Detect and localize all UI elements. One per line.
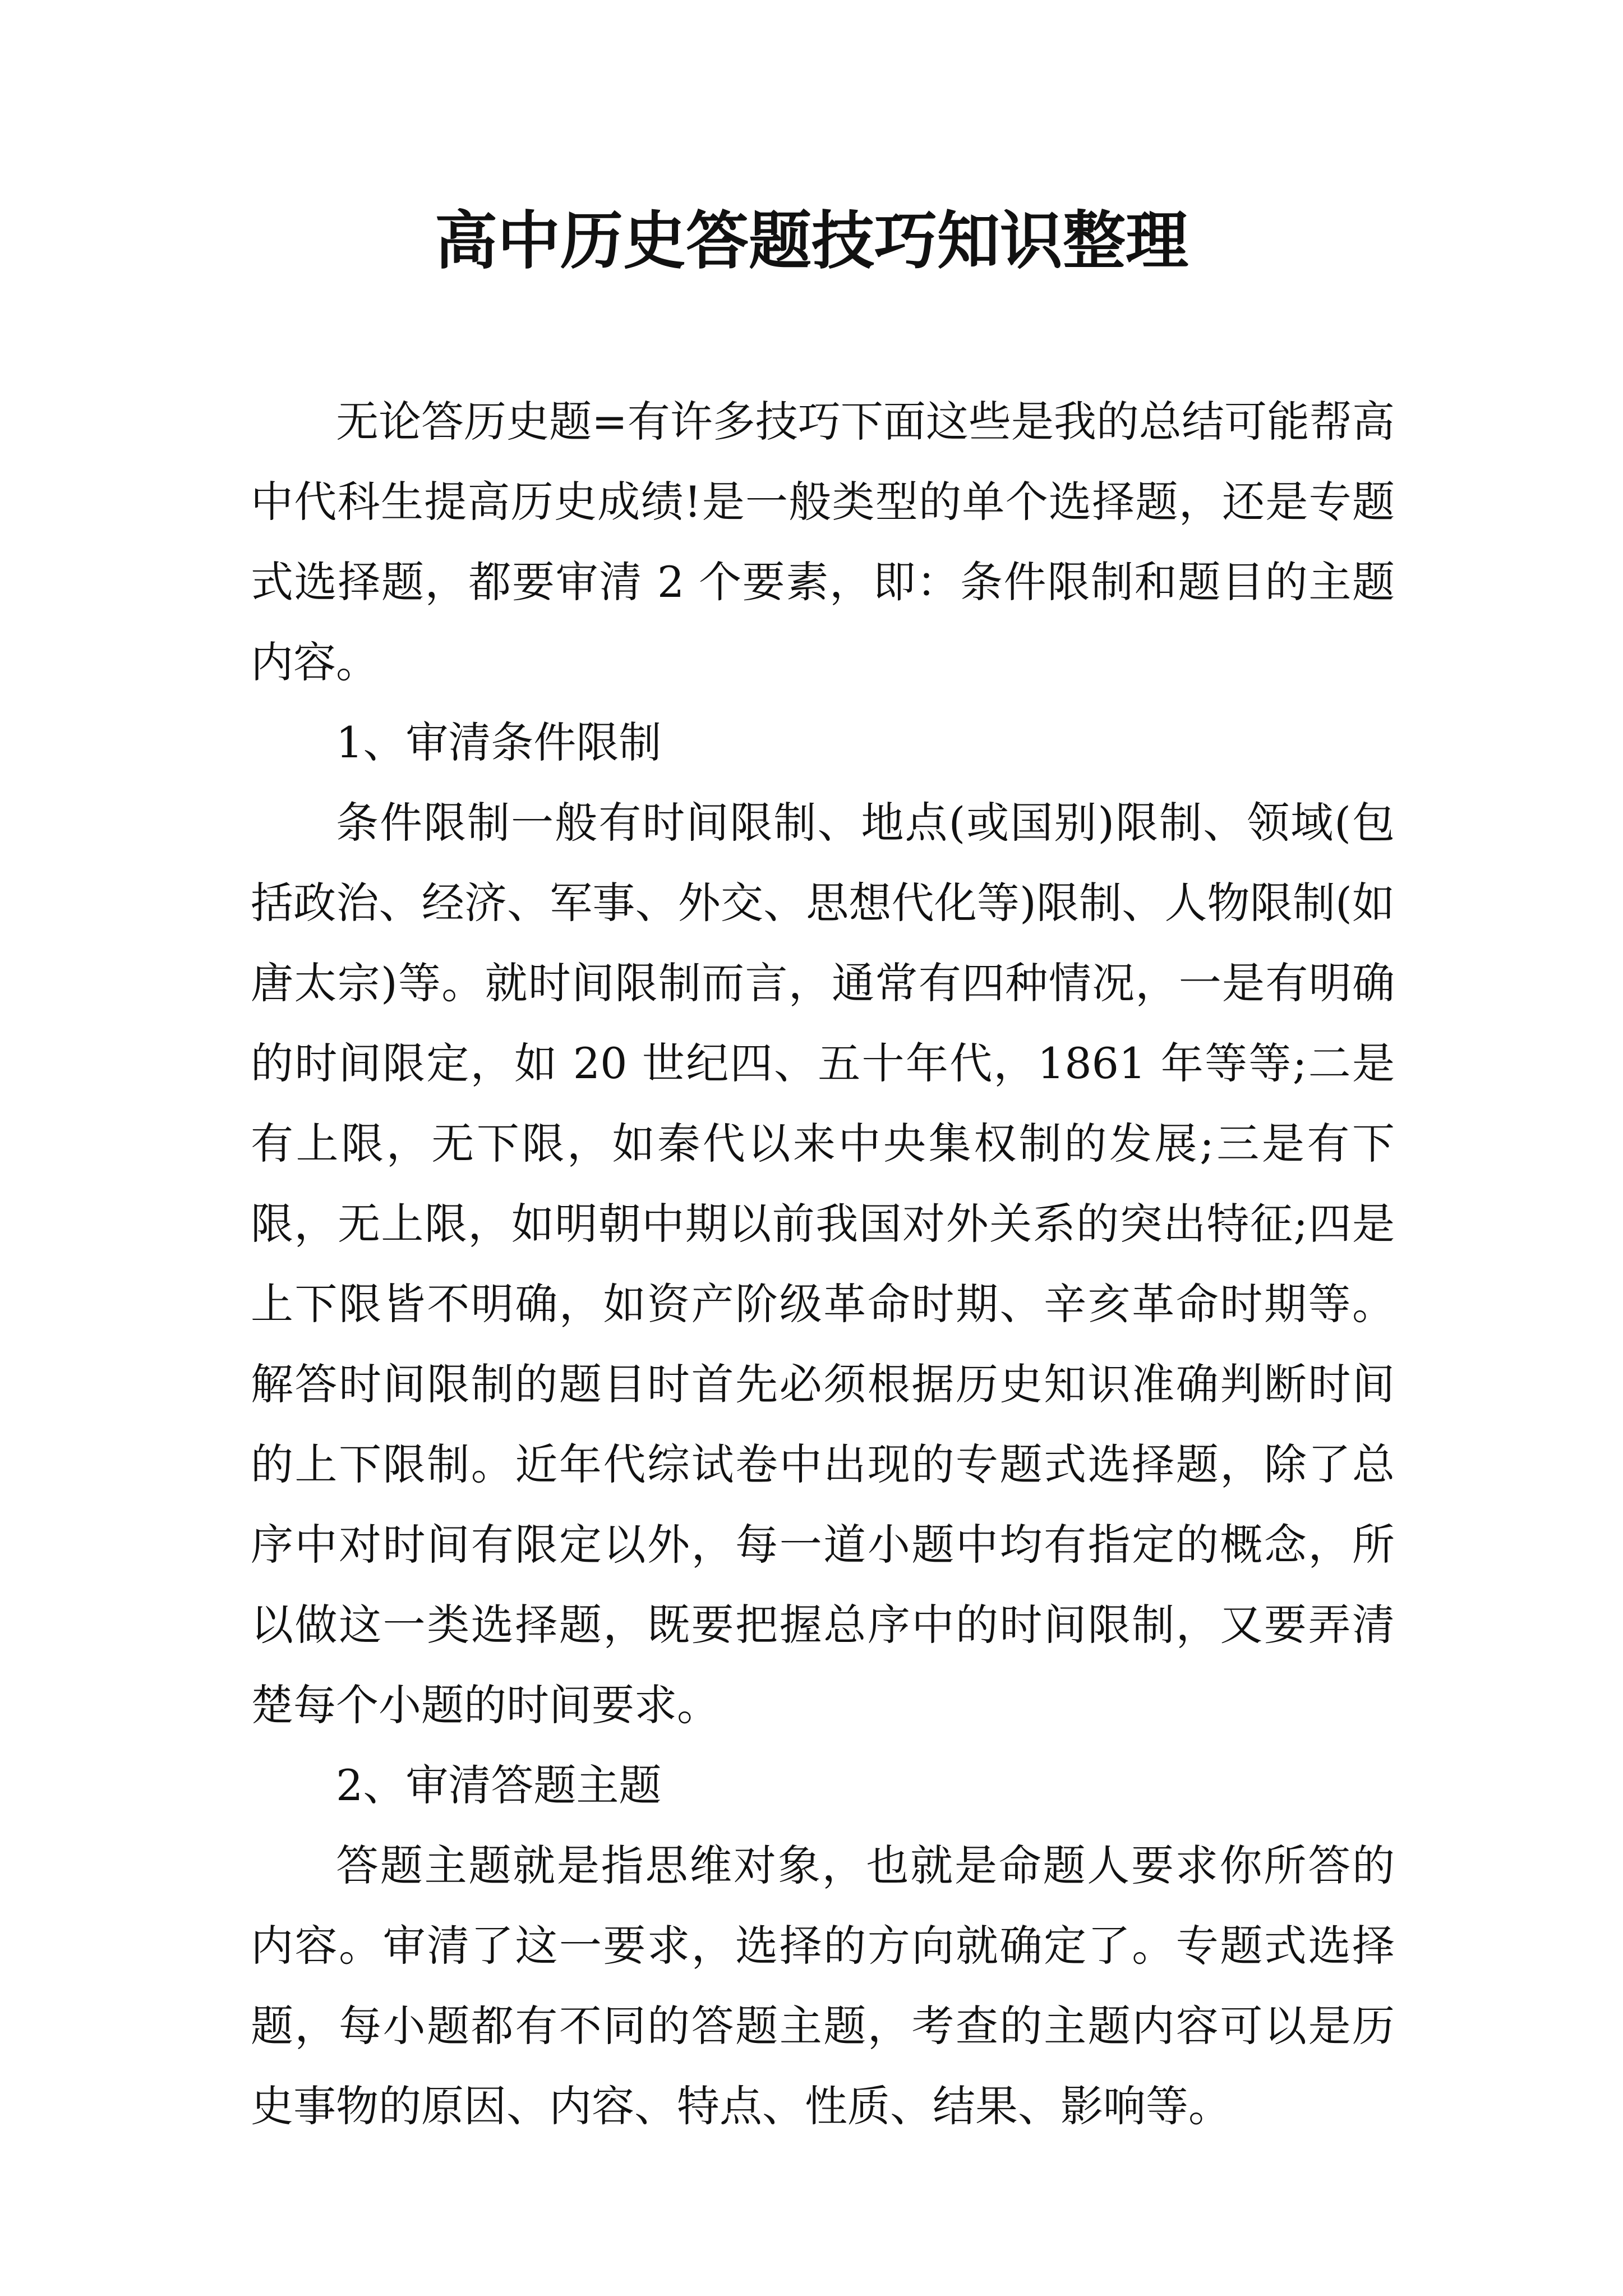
intro-paragraph: 无论答历史题=有许多技巧下面这些是我的总结可能帮高中代科生提高历史成绩!是一般类型的单个选择题，还是专题式选择题，都要审清 2 个要素，即：条件限制和题目的主题内容。 <box>251 397 1395 687</box>
section-heading-1: 1、审清条件限制 <box>336 717 662 767</box>
document-body <box>251 381 1395 2146</box>
section-heading-2: 2、审清答题主题 <box>336 1760 662 1810</box>
section-paragraph-1: 条件限制一般有时间限制、地点(或国别)限制、领域(包括政治、经济、军事、外交、思想代化等)限制、人物限制(如唐太宗)等。就时间限制而言，通常有四种情况，一是有明确的时间限定，如 20 世纪四、五十年代，1861 年等等;二是有上限，无下限，如秦代以来中央集权制的发展;三是有下限，无上限，如明朝中期以前我国对外关系的突出特征;四是上下限皆不明确，如资产阶级革命时期、辛亥革命时期等。解答时间限制的题目时首先必须根据历史知识准确判断时间的上下限制。近年代综试卷中出现的专题式选择题，除了总序中对时间有限定以外，每一道小题中均有指定的概念，所以做这一类选择题，既要把握总序中的时间限制，又要弄清楚每个小题的时间要求。 <box>251 798 1395 1730</box>
document-title: 高中历史答题技巧知识整理 <box>435 204 1188 278</box>
section-paragraph-2: 答题主题就是指思维对象，也就是命题人要求你所答的内容。审清了这一要求，选择的方向就确定了。专题式选择题，每小题都有不同的答题主题，考查的主题内容可以是历史事物的原因、内容、特点、性质、结果、影响等。 <box>251 1841 1395 2131</box>
